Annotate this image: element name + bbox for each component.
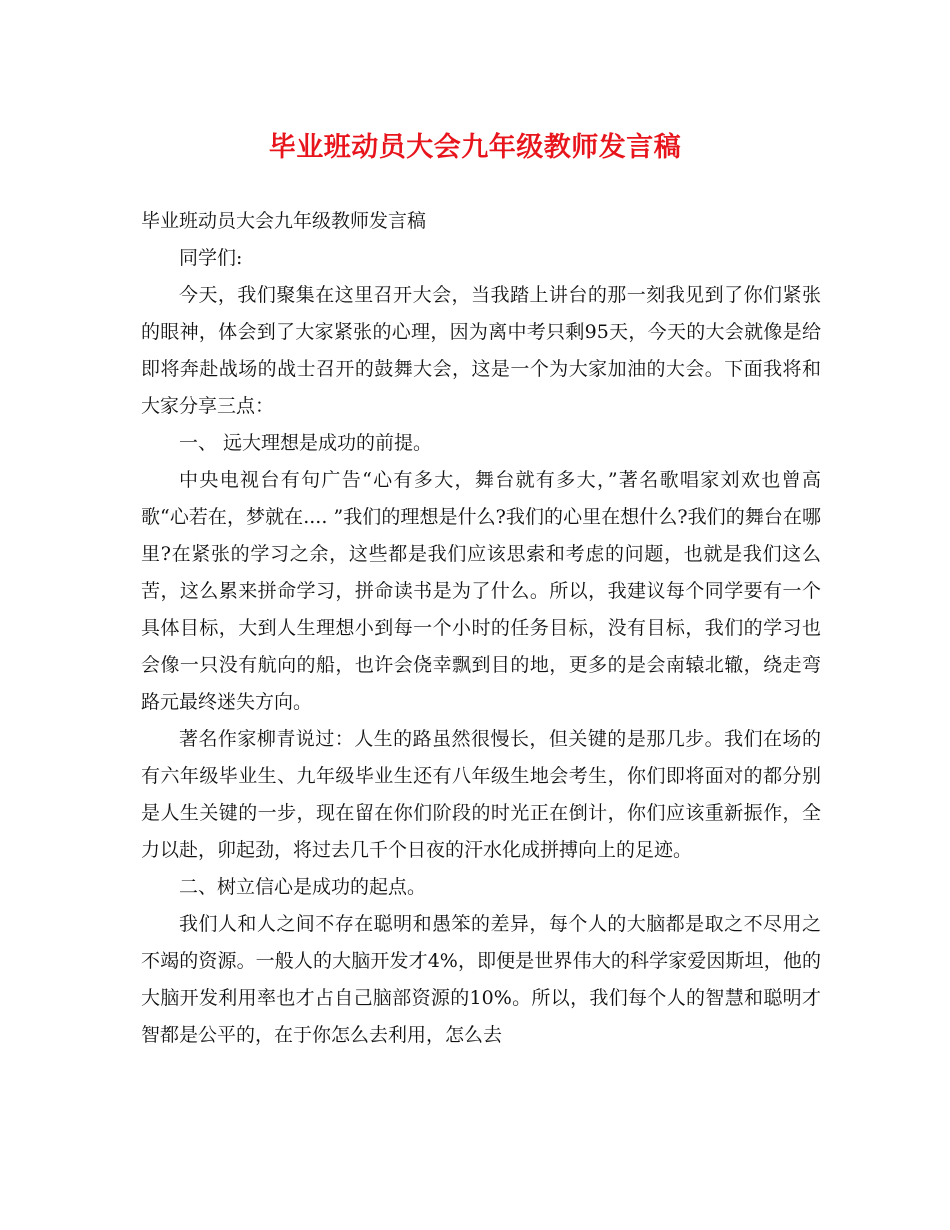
section-heading-2: 二、树立信心是成功的起点。 [179,876,427,898]
document-title: 毕业班动员大会九年级教师发言稿 [268,132,682,163]
greeting: 同学们: [179,247,243,269]
section-heading-1: 一、 远大理想是成功的前提。 [179,432,433,454]
paragraph-confidence: 我们人和人之间不存在聪明和愚笨的差异，每个人的大脑都是取之不尽用之不竭的资源。一般人的大脑开发才4%，即便是世界伟大的科学家爱因斯坦，他的大脑开发利用率也才占自己脑部资源的10%。所以，我们每个人的智慧和聪明才智都是公平的，在于你怎么去利用，怎么去 [141,913,821,1046]
paragraph-ideals: 中央电视台有句广告“心有多大，舞台就有多大，”著名歌唱家刘欢也曾高歌“心若在，梦就在.... ”我们的理想是什么?我们的心里在想什么?我们的舞台在哪里?在紧张的学习之余，这些都是我们应该思索和考虑的问题，也就是我们这么苦，这么累来拼命学习，拼命读书是为了什么。所以，我建议每个同学要有一个具体目标，大到人生理想小到每一个小时的任务目标，没有目标，我们的学习也会像一只没有航向的船，也许会侥幸飘到目的地，更多的是会南辕北辙，绕走弯路元最终迷失方向。 [141,469,821,713]
document-body [141,203,821,1054]
document-subtitle: 毕业班动员大会九年级教师发言稿 [141,210,427,232]
paragraph-key-steps: 著名作家柳青说过：人生的路虽然很慢长，但关键的是那几步。我们在场的有六年级毕业生、九年级毕业生还有八年级生地会考生，你们即将面对的都分别是人生关键的一步，现在留在你们阶段的时光正在倒计，你们应该重新振作，全力以赴，卯起劲，将过去几千个日夜的汗水化成拼搏向上的足迹。 [141,728,821,861]
paragraph-intro: 今天，我们聚集在这里召开大会，当我踏上讲台的那一刻我见到了你们紧张的眼神，体会到了大家紧张的心理，因为离中考只剩95天，今天的大会就像是给即将奔赴战场的战士召开的鼓舞大会，这是一个为大家加油的大会。下面我将和大家分享三点： [141,284,821,417]
